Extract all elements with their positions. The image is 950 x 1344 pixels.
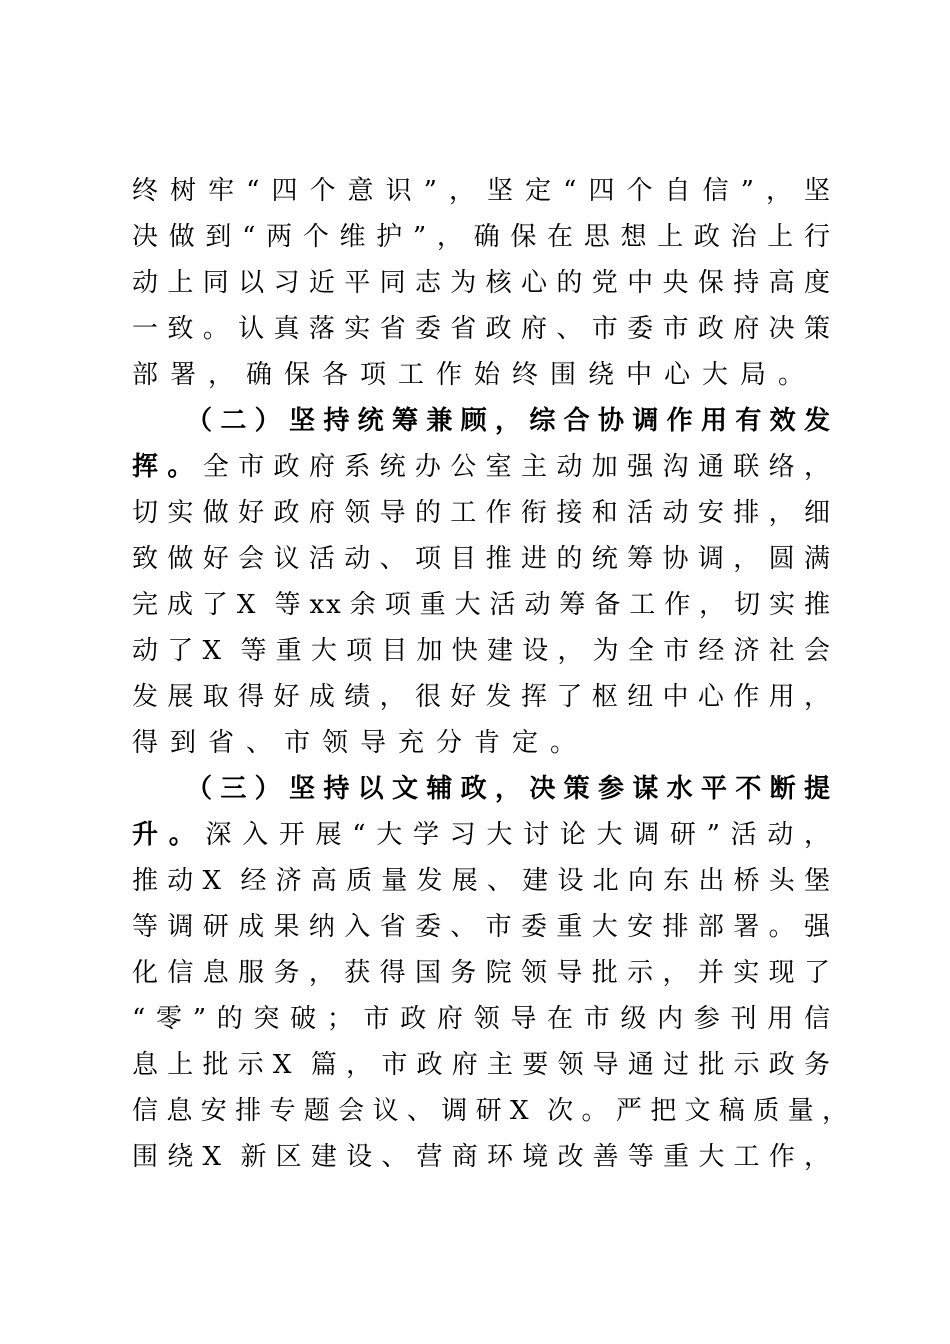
text-line: 围绕X 新区建设、营商环境改善等重大工作，: [132, 1142, 832, 1172]
section-heading-3-cont: 升。: [132, 820, 206, 850]
text-line: 推动X 经济高质量发展、建设北向东出桥头堡: [132, 866, 832, 896]
text-line: 信息安排专题会议、调研X 次。严把文稿质量，: [132, 1096, 850, 1126]
text-line: 得到省、市领导充分肯定。: [132, 728, 589, 758]
text-line: 化信息服务，获得国务院领导批示，并实现了: [132, 958, 832, 988]
text-line: 一致。认真落实省委省政府、市委市政府决策: [132, 314, 832, 344]
text-fragment: 深入开展“大学习大讨论大调研”活动，: [205, 820, 832, 850]
text-line: 等调研成果纳入省委、市委重大安排部署。强: [132, 912, 832, 942]
text-line: 动了X 等重大项目加快建设，为全市经济社会: [132, 636, 832, 666]
text-line: 致做好会议活动、项目推进的统筹协调，圆满: [132, 544, 832, 574]
text-line: [132, 812, 832, 858]
text-line: 完成了X 等xx余项重大活动筹备工作，切实推: [132, 590, 832, 620]
section-heading-2-cont: 挥。: [132, 452, 203, 482]
text-line: 发展取得好成绩，很好发挥了枢纽中心作用，: [132, 682, 832, 712]
text-line: 决做到“两个维护”，确保在思想上政治上行: [132, 222, 832, 252]
section-heading-3: （三）坚持以文辅政，决策参谋水平不断提: [186, 774, 832, 804]
text-line: 息上批示X 篇，市政府主要领导通过批示政务: [132, 1050, 832, 1080]
text-line: 动上同以习近平同志为核心的党中央保持高度: [132, 268, 832, 298]
text-line: 部署，确保各项工作始终围绕中心大局。: [132, 360, 817, 390]
text-line: 终树牢“四个意识”，坚定“四个自信”，坚: [132, 176, 832, 206]
text-fragment: 全市政府系统办公室主动加强沟通联络，: [202, 452, 832, 482]
text-line: “零”的突破；市政府领导在市级内参刊用信: [132, 1004, 832, 1034]
section-heading-2: （二）坚持统筹兼顾，综合协调作用有效发: [186, 406, 832, 436]
text-line: 切实做好政府领导的工作衔接和活动安排，细: [132, 498, 832, 528]
text-line: [132, 444, 832, 490]
